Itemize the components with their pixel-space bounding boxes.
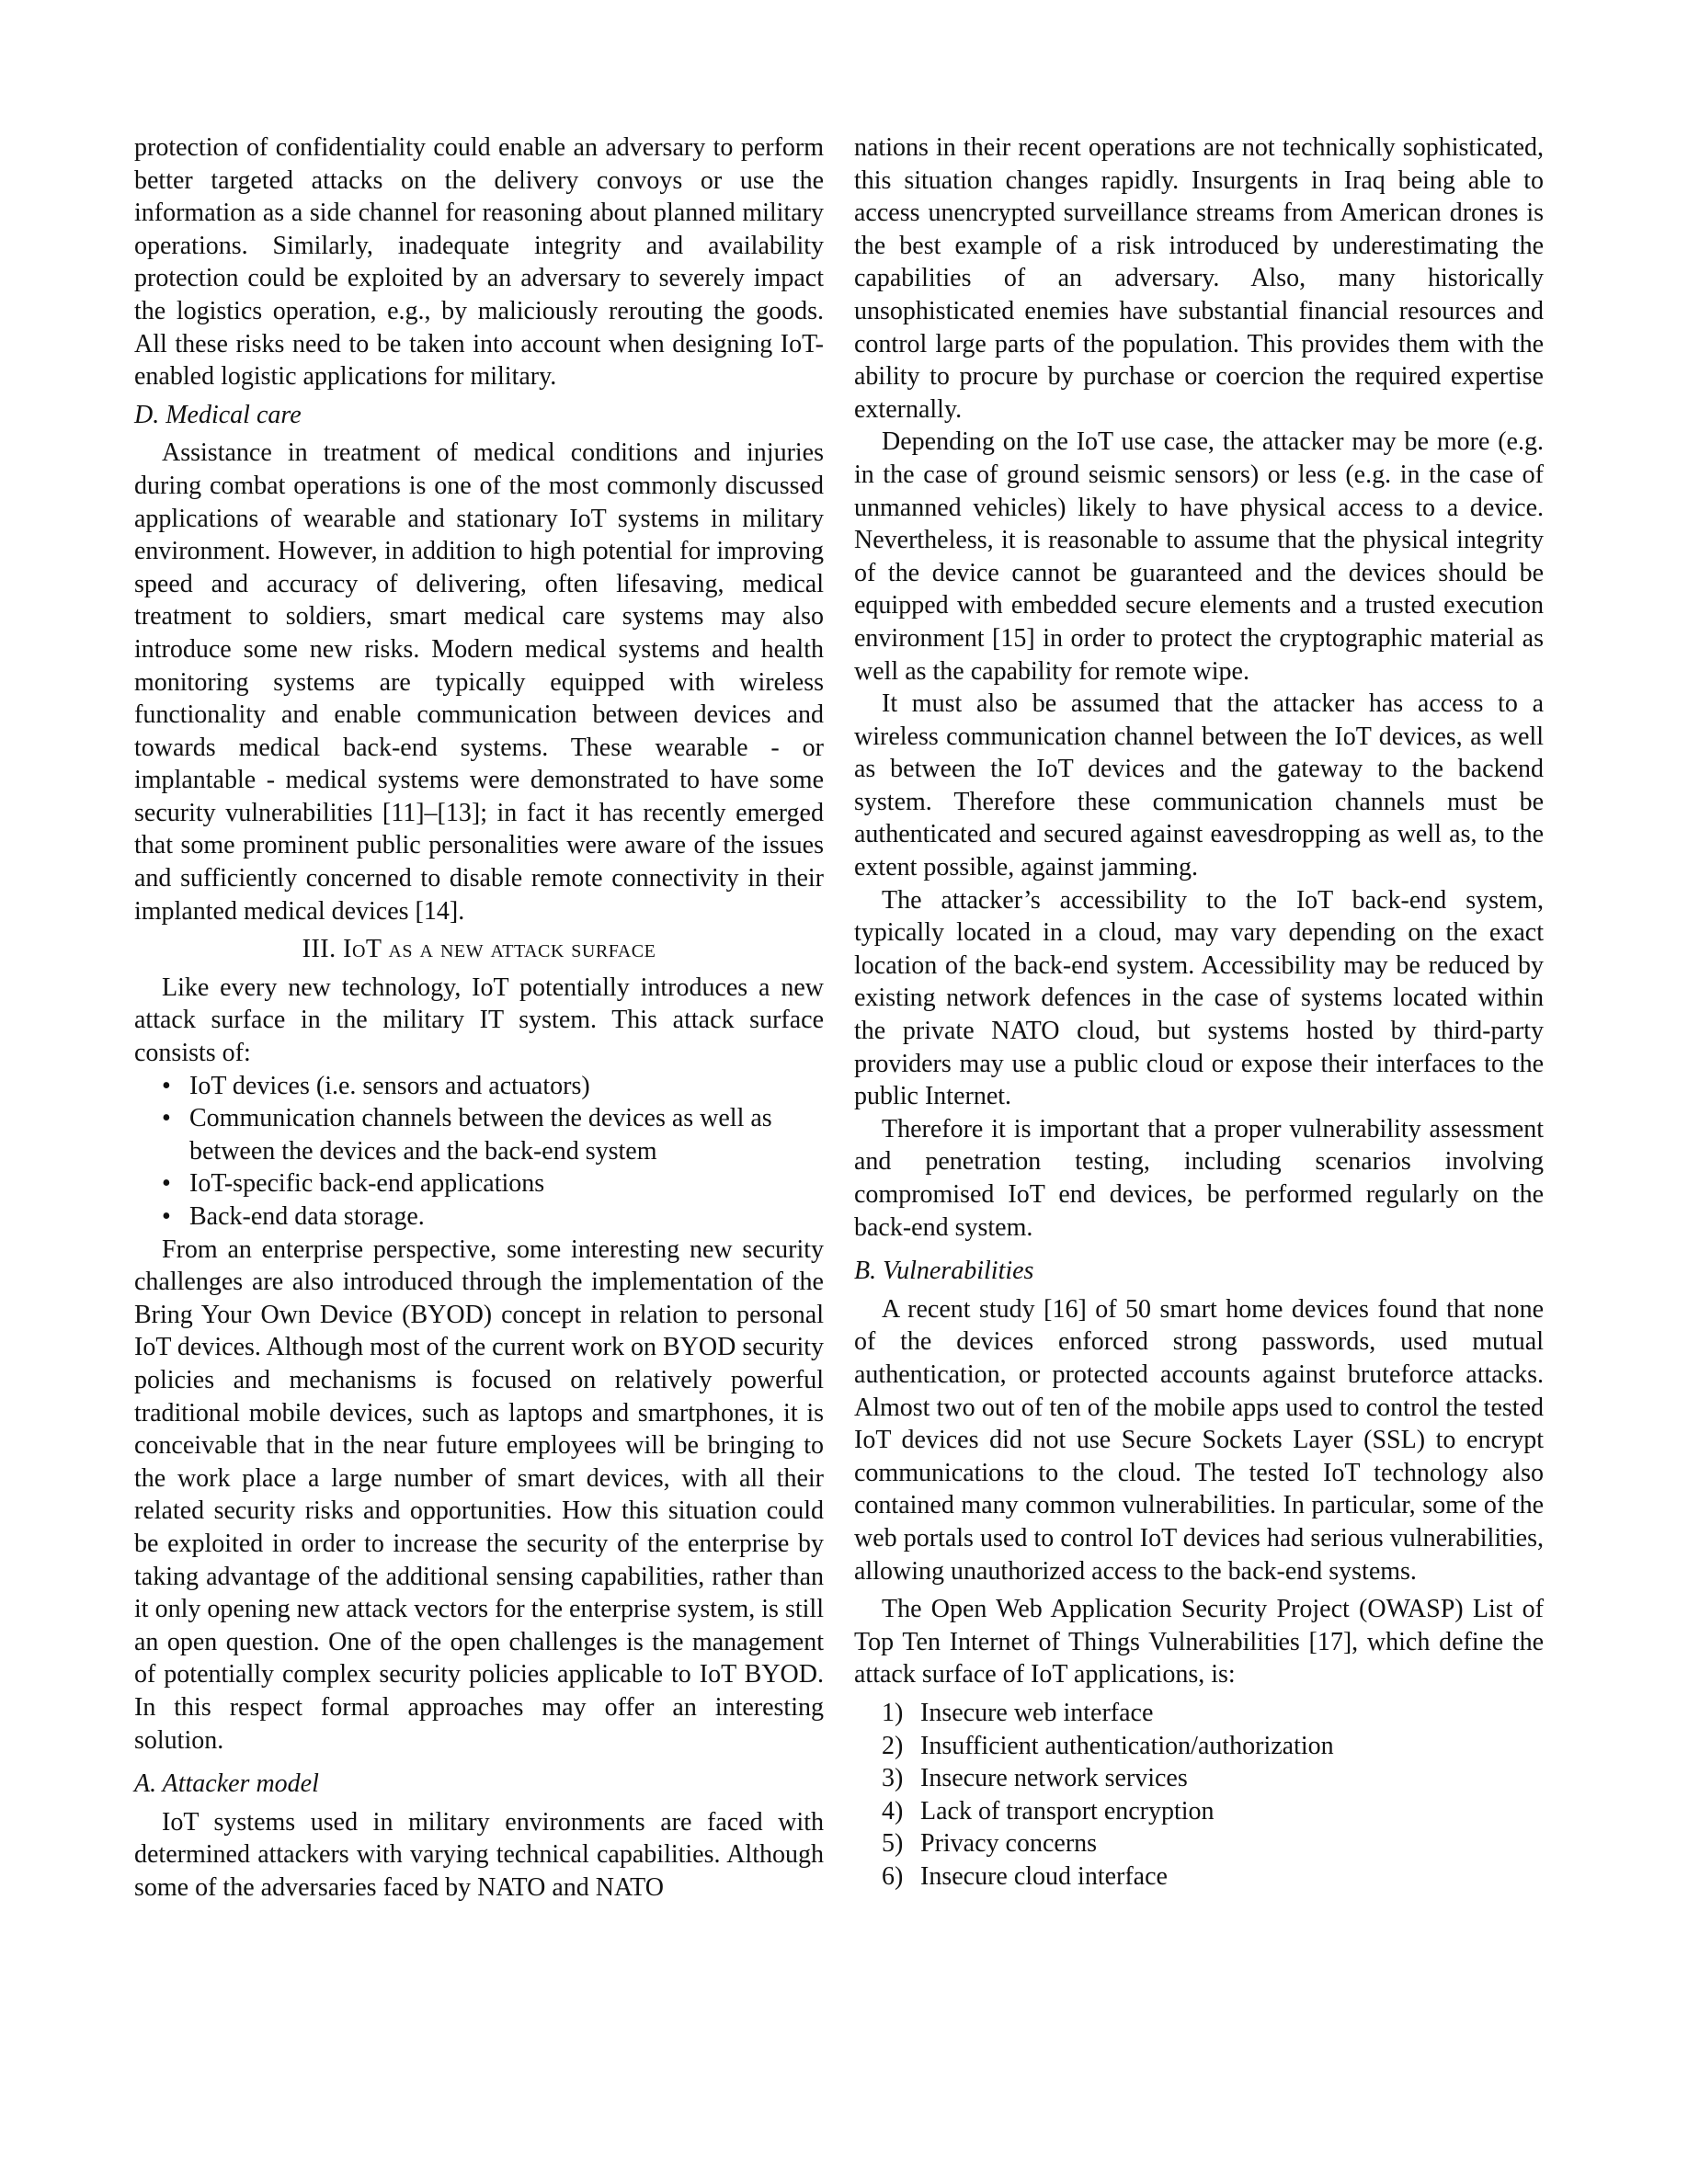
left-column	[134, 131, 824, 1904]
list-item	[882, 1860, 1544, 1894]
list-number: 6)	[882, 1861, 904, 1891]
paragraph-byod: From an enterprise perspective, some interesting new security challenges are also introduced through the implementation of the Bring Your Own Device (BYOD) concept in relation to personal IoT devices. Although most of the current work on BYOD security policies and mechanisms is focused on relatively powerful traditional mobile devices, such as laptops and smartphones, it is conceivable that in the near future employees will be bringing to the work place a large number of smart devices, with all their related security risks and opportunities. How this situation could be exploited in order to increase the security of the enterprise by taking advantage of the additional sensing capabilities, rather than it only opening new attack vectors for the enterprise system, is still an open question. One of the open challenges is the management of potentially complex security policies applicable to IoT BYOD. In this respect formal approaches may offer an interesting solution.	[134, 1234, 824, 1755]
list-number: 2)	[882, 1731, 904, 1760]
list-item	[162, 1070, 824, 1103]
list-item	[162, 1200, 824, 1234]
list-number: 5)	[882, 1829, 904, 1859]
bullet-marker: •	[162, 1169, 171, 1199]
owasp-vulnerability-list	[854, 1697, 1544, 1894]
list-item-text: Insecure web interface	[920, 1698, 1154, 1727]
paragraph-medical-care: Assistance in treatment of medical conditions and injuries during combat operations is one of the most commonly discussed applications of wearable and stationary IoT systems in military environment. However, in addition to high potential for improving speed and accuracy of delivering, often lifesaving, medical treatment to soldiers, smart medical care systems may also introduce some new risks. Modern medical systems and health monitoring systems are typically equipped with wireless functionality and enable communication between devices and towards medical back-end systems. These wearable - or implantable - medical systems were demonstrated to have some security vulnerabilities [11]–[13]; in fact it has recently emerged that some prominent public personalities were aware of the issues and sufficiently concerned to disable remote connectivity in their implanted medical devices [14].	[134, 438, 824, 926]
paragraph-wireless-channel: It must also be assumed that the attacker has access to a wireless communication channel between the IoT devices, as well as between the IoT devices and the gateway to the backend system. Therefore these communication channels must be authenticated and secured against eavesdropping as well as, to the extent possible, against jamming.	[854, 689, 1544, 882]
bullet-marker: •	[162, 1104, 171, 1133]
subsection-heading-attacker-model: A. Attacker model	[134, 1769, 319, 1799]
list-item-text: Insecure cloud interface	[920, 1861, 1168, 1891]
list-item-text: IoT-specific back-end applications	[189, 1169, 545, 1199]
section-heading-iot-attack-surface: III. IoT as a new attack surface	[302, 935, 656, 964]
list-item	[882, 1697, 1544, 1730]
paragraph-backend-access: The attacker’s accessibility to the IoT back-end system, typically located in a cloud, may vary depending on the exact location of the back-end system. Accessibility may be reduced by existing network defences in the case of systems located within the private NATO cloud, but systems hosted by third-party providers may use a public cloud or expose their interfaces to the public Internet.	[854, 885, 1544, 1111]
list-item	[882, 1762, 1544, 1795]
list-item-text: Lack of transport encryption	[920, 1796, 1215, 1826]
list-number: 3)	[882, 1764, 904, 1793]
list-item-text: Insecure network services	[920, 1764, 1188, 1793]
paragraph-physical-access: Depending on the IoT use case, the attacker may be more (e.g. in the case of ground seismic sensors) or less (e.g. in the case of unmanned vehicles) likely to have physical access to a device. Nevertheless, it is reasonable to assume that the physical integrity of the device cannot be guaranteed and the devices should be equipped with embedded secure elements and a trusted execution environment [15] in order to protect the cryptographic material as well as the capability for remote wipe.	[854, 427, 1544, 686]
paragraph-smart-home-study: A recent study [16] of 50 smart home devices found that none of the devices enforced strong passwords, used mutual authentication, or protected accounts against bruteforce attacks. Almost two out of ten of the mobile apps used to control the tested IoT devices did not use Secure Sockets Layer (SSL) to encrypt communications to the cloud. The tested IoT technology also contained many common vulnerabilities. In particular, some of the web portals used to control IoT devices had serious vulnerabilities, allowing unauthorized access to the back-end systems.	[854, 1294, 1544, 1586]
paragraph-attacker-model-start: IoT systems used in military environments are faced with determined attackers with varying technical capabilities. Although some of the adversaries faced by NATO and NATO	[134, 1807, 824, 1902]
paragraph-attacker-model-continued: nations in their recent operations are not technically sophisticated, this situation changes rapidly. Insurgents in Iraq being able to access unencrypted surveillance streams from American drones is the best example of a risk introduced by underestimating the capabilities of an adversary. Also, many historically unsophisticated enemies have substantial financial resources and control large parts of the population. This provides them with the ability to procure by purchase or coercion the required expertise externally.	[854, 133, 1544, 424]
paragraph-owasp: The Open Web Application Security Project (OWASP) List of Top Ten Internet of Things Vulnerabilities [17], which define the attack surface of IoT applications, is:	[854, 1595, 1544, 1689]
paragraph-logistics-risks: protection of confidentiality could enable an adversary to perform better targeted attacks on the delivery convoys or use the information as a side channel for reasoning about planned military operations. Similarly, inadequate integrity and availability protection could be exploited by an adversary to severely impact the logistics operation, e.g., by maliciously rerouting the goods. All these risks need to be taken into account when designing IoT-enabled logistic applications for military.	[134, 133, 824, 392]
list-item-text: Back-end data storage.	[189, 1202, 425, 1231]
right-column	[854, 131, 1544, 1893]
bullet-marker: •	[162, 1071, 171, 1100]
list-item-text: Insufficient authentication/authorization	[920, 1731, 1334, 1760]
list-item-text: Communication channels between the devices as well as between the devices and the back-end system	[189, 1104, 772, 1166]
list-number: 4)	[882, 1796, 904, 1826]
paragraph-attack-surface: Like every new technology, IoT potentially introduces a new attack surface in the military IT system. This attack surface consists of:	[134, 973, 824, 1068]
list-item	[162, 1102, 824, 1167]
list-item	[882, 1730, 1544, 1763]
list-item	[882, 1827, 1544, 1860]
subsection-heading-vulnerabilities: B. Vulnerabilities	[854, 1257, 1034, 1286]
bullet-marker: •	[162, 1202, 171, 1231]
list-item-text: IoT devices (i.e. sensors and actuators)	[189, 1071, 590, 1100]
list-item	[882, 1795, 1544, 1828]
list-item-text: Privacy concerns	[920, 1829, 1098, 1859]
attack-surface-list	[134, 1070, 824, 1234]
list-number: 1)	[882, 1698, 904, 1727]
subsection-heading-medical-care: D. Medical care	[134, 400, 302, 429]
paragraph-vulnerability-assessment: Therefore it is important that a proper vulnerability assessment and penetration testing, including scenarios involving compromised IoT end devices, be performed regularly on the back-end system.	[854, 1114, 1544, 1242]
list-item	[162, 1167, 824, 1200]
